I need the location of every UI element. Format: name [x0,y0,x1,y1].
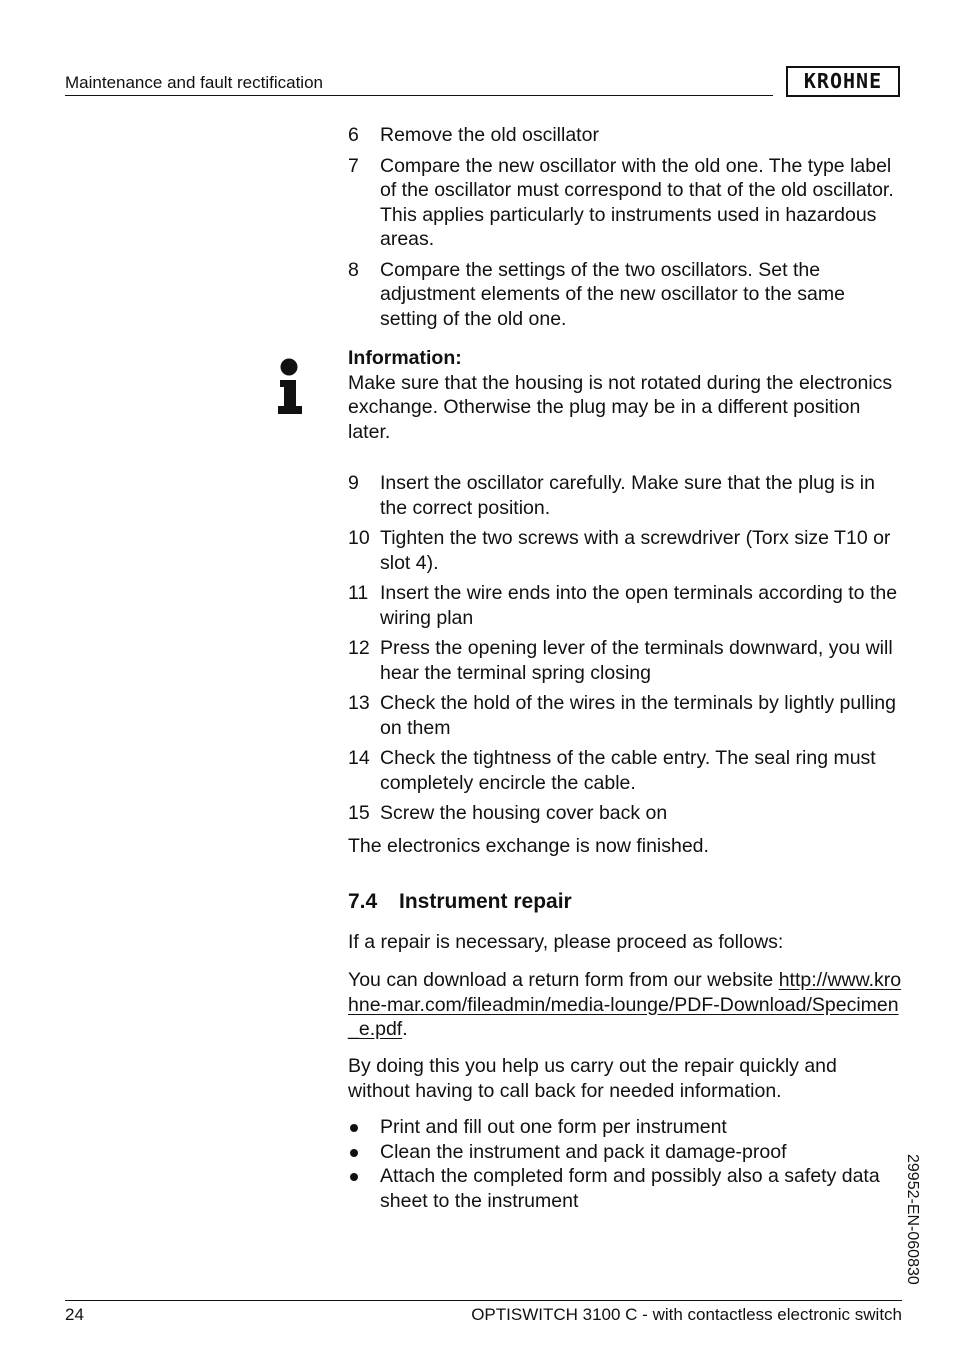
list-item [348,1115,904,1140]
step-number: 7 [348,154,359,177]
step-item [348,801,904,826]
krohne-logo: KROHNE [786,66,900,97]
steps-list-part2 [348,471,904,832]
benefit-text: By doing this you help us carry out the repair quickly and without having to call back for needed information. [348,1055,837,1102]
step-text: Compare the settings of the two oscillators. Set the adjustment elements of the new oscillator to the same setting of the old one. [380,258,845,330]
header-divider [65,95,773,96]
benefit-paragraph [348,1054,904,1103]
step-item [348,471,904,520]
step-text: Insert the wire ends into the open terminals according to the wiring plan [380,582,898,629]
step-number: 6 [348,124,359,146]
bullet-icon [350,1149,358,1157]
information-text: Make sure that the housing is not rotated during the electronics exchange. Otherwise the plug may be in a different position later. [348,371,893,443]
repair-intro [348,930,904,955]
step-text: Press the opening lever of the terminals downward, you will hear the terminal spring closing [380,637,893,684]
step-text: Screw the housing cover back on [380,802,668,824]
step-item [348,258,904,332]
step-text: Check the hold of the wires in the terminals by lightly pulling on them [380,692,896,739]
step-number: 11 [348,582,369,604]
step-text: Compare the new oscillator with the old one. The type label of the oscillator must correspond to that of the old oscillator. This applies particularly to instruments used in hazardous areas. [380,154,894,250]
steps-list-part1 [348,123,904,337]
document-code: 29952-EN-060830 [904,1154,921,1285]
step-text: Tighten the two screws with a screwdriver (Torx size T10 or slot 4). [380,527,891,574]
page-number: 24 [65,1305,84,1324]
repair-intro-text: If a repair is necessary, please proceed as follows: [348,931,784,953]
step-item [348,154,904,252]
step-number: 14 [348,747,370,769]
finished-text: The electronics exchange is now finished. [348,835,709,857]
list-item [348,1164,904,1213]
step-number: 9 [348,472,359,494]
finished-note [348,834,904,859]
step-number: 12 [348,637,370,659]
running-header: Maintenance and fault rectification [65,73,323,92]
step-item [348,636,904,685]
bullet-text: Attach the completed form and possibly also a safety data sheet to the instrument [380,1165,880,1212]
step-number: 15 [348,802,370,824]
download-prefix: You can download a return form from our website [348,969,779,991]
step-text: Check the tightness of the cable entry. The seal ring must completely encircle the cable. [380,747,876,794]
product-name: OPTISWITCH 3100 C - with contactless electronic switch [471,1305,902,1324]
step-text: Insert the oscillator carefully. Make sure that the plug is in the correct position. [380,472,875,519]
step-item [348,526,904,575]
bullet-text: Print and fill out one form per instrument [380,1116,727,1138]
step-number: 10 [348,527,370,549]
section-title: Instrument repair [399,890,572,913]
repair-bullet-list [348,1115,904,1213]
download-suffix: . [402,1018,408,1040]
information-block [348,346,904,444]
bullet-icon [350,1173,358,1181]
section-number: 7.4 [348,890,378,913]
footer-divider [65,1300,902,1301]
step-item [348,581,904,630]
step-number: 8 [348,258,359,281]
download-paragraph [348,968,904,1042]
info-icon [276,358,304,416]
return-form-link[interactable]: http://www.krohne-mar.com/fileadmin/media-lounge/PDF-Download/Specimen_e.pdf [348,969,902,1040]
list-item [348,1140,904,1165]
bullet-icon [350,1124,358,1132]
step-number: 13 [348,692,370,714]
step-item [348,746,904,795]
step-item [348,691,904,740]
section-heading [348,890,572,914]
step-text: Remove the old oscillator [380,124,599,146]
step-item [348,123,904,148]
bullet-text: Clean the instrument and pack it damage-proof [380,1140,787,1163]
information-title: Information: [348,347,462,369]
